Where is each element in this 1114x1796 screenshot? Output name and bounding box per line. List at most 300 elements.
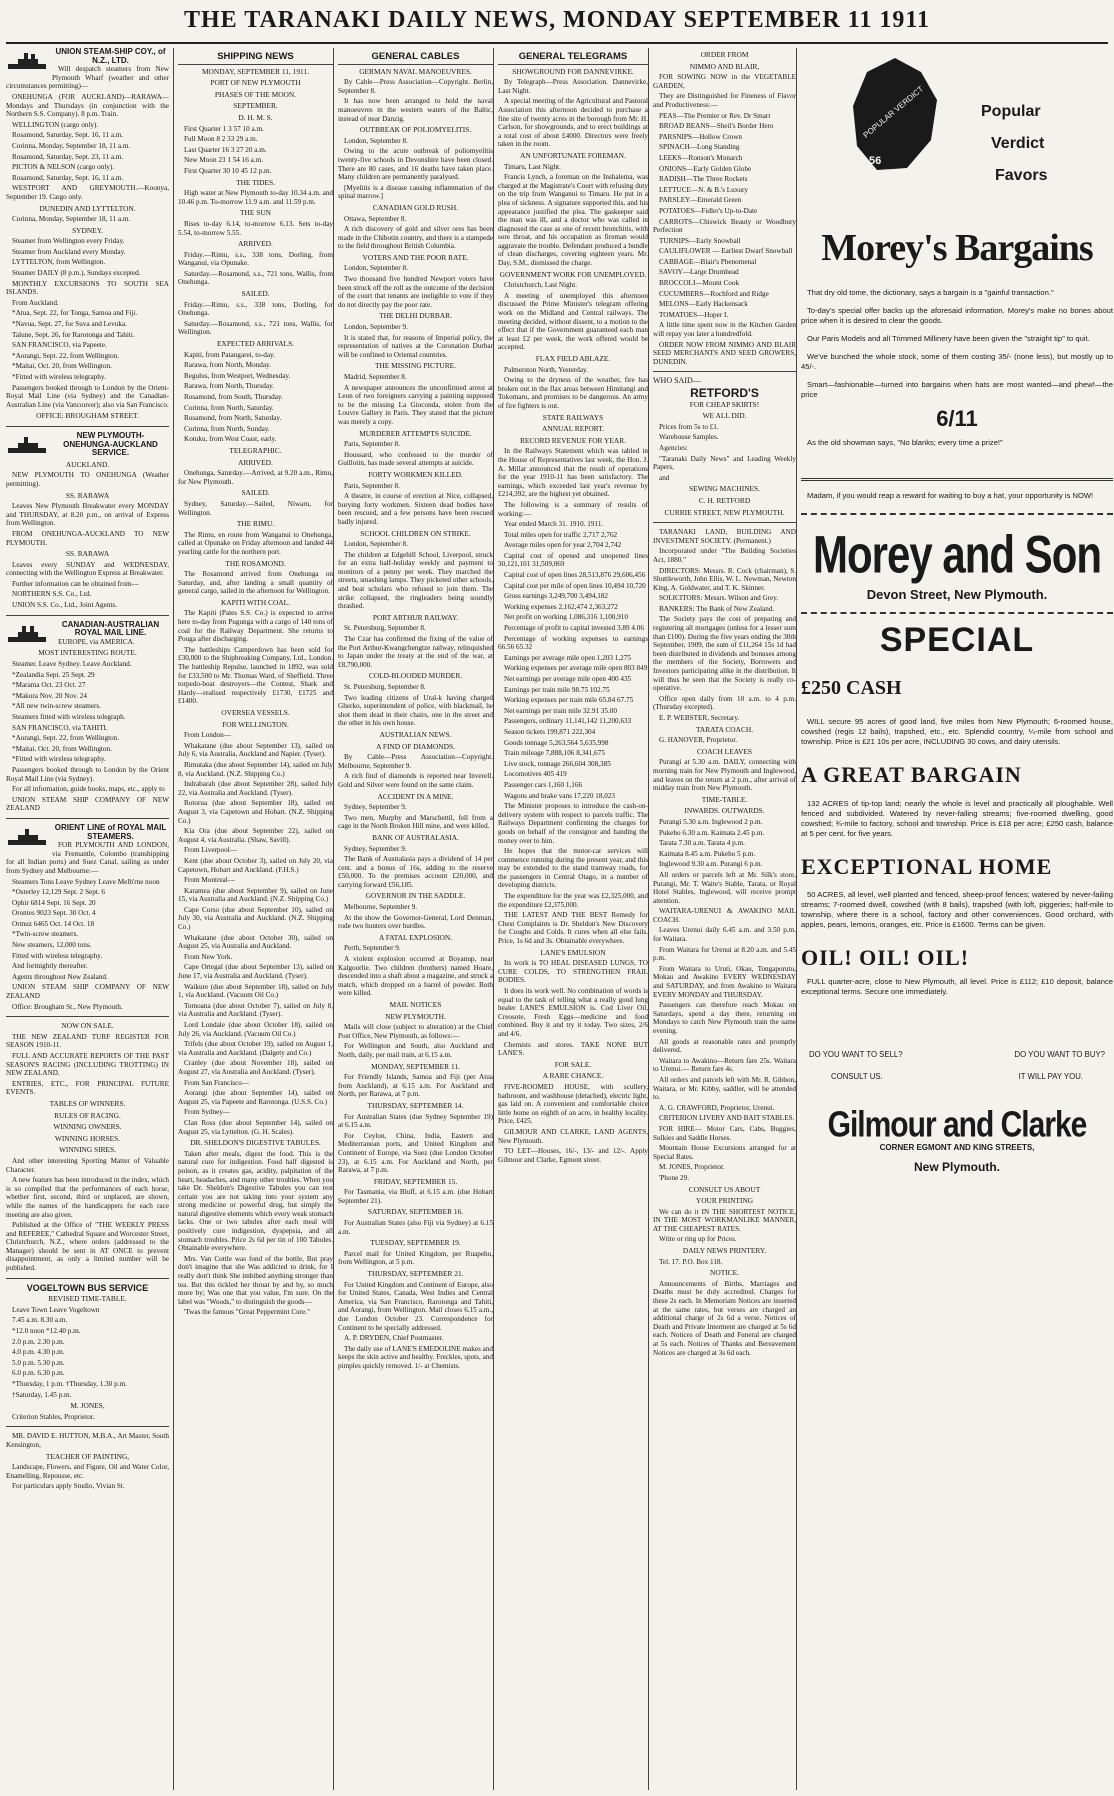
text-line: All orders and parcels left with Mr. R. Gibbon, Waitara, or Mr. Kibby, saddler, will be attended to. (653, 1075, 796, 1102)
text-line: *Fitted with wireless telegraphy. (12, 755, 106, 764)
text-line: Locomotives 405 419 (504, 770, 567, 779)
text-line: From San Francisco— (184, 1078, 250, 1087)
text-line: Chemists and stores. TAKE NONE BUT LANE'S. (498, 1040, 648, 1058)
text-line: *Atua, Sept. 22, for Tonga, Samoa and Fiji. (12, 309, 138, 318)
section-subheading: SATURDAY, SEPTEMBER 16. (367, 1207, 464, 1217)
text-line: For Wellington and South, also Auckland and North, daily, per mail train, at 6.15 a.m. (338, 1042, 493, 1059)
text-line: LYTTELTON, from Wellington. (12, 258, 106, 267)
text-line: Goods tonnage 5,263,564 5,635,998 (504, 738, 609, 747)
text-line: NEW PLYMOUTH TO ONEHUNGA (Weather permitting). (6, 471, 169, 488)
section-subheading: THE MISSING PICTURE. (374, 361, 457, 371)
section-subheading: CANADIAN GOLD RUSH. (372, 202, 459, 212)
text-line: WESTPORT AND GREYMOUTH.—Koonya, September 19. Cargo only. (6, 184, 169, 201)
text-line: From Auckland. (12, 298, 59, 307)
text-line: "Taranaki Daily News" and Leading Weekly Papers, (653, 454, 796, 472)
text-line: Saturday.—Rosamond, s.s., 721 tons, Wallis, for Wellington. (178, 319, 333, 337)
text-line: 'Twas the famous "Great Peppermint Cure." (184, 1308, 311, 1317)
text-line: Paris, September 8. (344, 440, 400, 449)
text-line: Sydney, September 9. (344, 803, 407, 812)
text-line: Its work is TO HEAL DISEASED LUNGS, TO CURE COLDS, TO STRENGTHEN FRAIL BODIES. (498, 959, 648, 985)
text-line: Rosamond, Saturday, Sept. 16, 11 a.m. (12, 131, 124, 140)
section-subheading: TIME-TABLE. (701, 794, 748, 804)
union-steamship-heading: UNION STEAM-SHIP COY., of N.Z., LTD. (55, 48, 166, 65)
text-line: Rarawa, from North, Thursday. (184, 382, 275, 391)
who-said-text: WHO SAID— (653, 376, 701, 386)
text-line: WELLINGTON (cargo only). (12, 120, 99, 129)
text-line: The expenditure for the year was £2,325,000, and the expenditure £2,375,000. (498, 892, 648, 909)
text-line: Rosamond, Saturday, Sept. 23, 11 a.m. (12, 152, 124, 161)
column-1 (6, 48, 172, 1790)
section-subheading: THE TIDES. (236, 177, 275, 187)
text-line: Trifels (due about October 19), sailed on August 1, via Australia and Auckland. (Dalgety and Co.) (178, 1040, 333, 1057)
orient-line-heading: ORIENT LINE of ROYAL MAIL STEAMERS. (54, 822, 167, 841)
text-line: Wagons and brake vans 17,220 18,023 (504, 791, 616, 800)
text-line: Waikure (due about September 18), sailed on July 1, via Auckland. (Vacuum Oil Co.) (178, 982, 333, 1000)
vogeltown-bus-ad (6, 1295, 169, 1421)
text-line: For Australian States (due Sydney September 19) at 6.15 a.m. (338, 1112, 493, 1130)
text-line: From Montreal— (184, 876, 235, 885)
section-subheading: REVISED TIME-TABLE. (48, 1294, 127, 1304)
text-line: Friday.—Rimu, s.s., 338 tons, Dorling, for Onehunga. (178, 300, 333, 318)
text-line: For all information, guide books, maps, etc., apply to (12, 785, 165, 794)
text-line: *Osterley 12,129 Sept. 2 Sept. 6 (12, 888, 106, 897)
text-line: Passengers can therefore reach Mokau on Saturdays, spend a day there, returning on Mondays to catch New Plymouth train the same evening. (653, 1001, 796, 1035)
text-line: NORTHERN S.S. Co., Ltd. (12, 590, 92, 599)
text-line: And other interesting Sporting Matter of Valuable Character. (6, 1156, 169, 1174)
text-line: †Saturday, 1.45 p.m. (12, 1390, 72, 1399)
section-subheading: OFFICE: BROUGHAM STREET. (36, 411, 139, 421)
text-line: PEAS—The Premier or Rev. Dr Smart (659, 111, 771, 120)
text-line: 7.45 a.m. 8.30 a.m. (12, 1316, 68, 1325)
text-line: Landscape, Flowers, and Figure, Oil and Water Color, Enamelling, Repousse, etc. (6, 1463, 169, 1480)
morey-son-heading: Morey and Son (812, 525, 1102, 584)
text-line: Sydney, September 9. (344, 844, 407, 853)
text-line: Two men, Murphy and Marschettil, fell from a cage in the North Broken Hill mine, and were killed. (338, 813, 493, 831)
will-pay-text: IT WILL PAY YOU. (1018, 1072, 1083, 1082)
text-line: From New York. (184, 952, 233, 961)
text-line: Percentage of working expenses to earnings 66.56 65.32 (498, 634, 648, 652)
column-3 (333, 48, 497, 1790)
section-subheading: TELEGRAPHIC. (229, 445, 282, 455)
text-line: It does its work well. No combination of words is equal to the task of telling what a really good lung healer LANE'S EMULSION is. Cod Liver Oil, Creosote, Fresh Eggs—medicine and food combined. Buy it and try it today. Two sizes, 2/6 and 4/6. (498, 987, 648, 1038)
text-line: From Liverpool— (184, 846, 237, 855)
sell-buy-row (809, 1051, 1105, 1060)
text-line: PARSLEY—Emerald Green (659, 196, 742, 205)
text-line: Friday.—Rimu, s.s., 338 tons, Dorling, from Wanganui, via Opunake. (178, 250, 333, 268)
text-line: A meeting of unemployed this afternoon discussed the Prime Minister's telegram offering work on the Midland and Central railways. The meeting decided, without dissent, to a motion to the effect that if the Government guaranteed each man at least £2 per week, the work offered would be accepted. (498, 291, 648, 352)
text-line: ONIONS—Early Golden Globe (659, 164, 752, 173)
text-line: MONTHLY EXCURSIONS TO SOUTH SEA ISLANDS. (6, 279, 169, 297)
section-subheading: COACH LEAVES (696, 746, 753, 756)
divider (801, 612, 1113, 614)
section-subheading: AN UNFORTUNATE FOREMAN. (520, 150, 626, 160)
text-line: Net earnings per average mile open 400 435 (504, 675, 632, 683)
section-subheading: THURSDAY, SEPTEMBER 14. (367, 1100, 464, 1110)
text-line: TARANAKI LAND, BUILDING AND INVESTMENT SOCIETY. (Permanent.) (653, 528, 796, 545)
text-line: Parcel mail for United Kingdom, per Ruapehu, from Wellington, at 5 p.m. (338, 1249, 493, 1267)
text-line: MR. DAVID E. HUTTON, M.B.A., Art Master, South Kensington, (6, 1432, 169, 1449)
section-subheading: FLAX FIELD ABLAZE. (535, 354, 611, 363)
text-line: MELONS—Early Hackensack (659, 300, 748, 309)
text-line: Kotuku, from West Coast, early. (184, 435, 277, 444)
special-heading: SPECIAL (879, 620, 1035, 659)
text-line: Leaves Urenui daily 6.45 a.m. and 3.50 p.m. for Waitara. (653, 926, 796, 944)
text-line: TO LET—Houses, 16/-, 13/- and 12/-. Apply Gilmour and Clarke, Egmont street. (498, 1147, 648, 1164)
text-line: A rich find of diamonds is reported near Inverell. Gold and Silver were found on the same claim. (338, 772, 493, 789)
text-line: Whakatane (due about October 30), sailed on August 25, via Australia and Auckland. (178, 933, 333, 951)
section-subheading: THE DELHI DURBAR. (379, 311, 452, 321)
nimmo-blair-ad (653, 51, 796, 366)
text-line: For Friendly Islands, Samoa and Fiji (per Atua from Auckland), at 6.15 a.m. For Auckland and North, per Rarawa, at 7 p.m. (338, 1073, 493, 1099)
text-line: TOMATOES—Hoper I. (659, 310, 729, 319)
general-telegrams-heading: GENERAL TELEGRAMS (498, 51, 648, 65)
text-line: 6.0 p.m. 6.30 p.m. (12, 1369, 65, 1378)
section-subheading: D. H. M. S. (238, 112, 273, 122)
new-plymouth-text: New Plymouth. (913, 1159, 1000, 1174)
text-line: CAULIFLOWER — Earliest Dwarf Snowball (659, 247, 793, 256)
text-line: THE NEW ZEALAND TURF REGISTER FOR SEASON 1910-11. (6, 1032, 169, 1050)
steamship-icon (6, 826, 48, 848)
text-line: Paris, September 8. (344, 481, 400, 490)
section-subheading: SHOWGROUND FOR DANNEVIRKE. (512, 66, 634, 76)
text-line: New Moon 23 1 54 16 a.m. (184, 156, 264, 165)
text-line: First Quarter 1 3 57 10 a.m. (184, 124, 264, 133)
section-subheading: A FATAL EXPLOSION. (378, 932, 453, 942)
divider (6, 426, 169, 427)
text-line: *Fitted with wireless telegraphy. (12, 373, 106, 381)
text-line: From Waitara for Urenui at 8.20 a.m. and 5.45 p.m. (653, 945, 796, 963)
text-line: THE LATEST AND THE BEST Remedy for Chest Complaints is Dr. Sheldon's New Discovery for Coughs and Colds. It cures when all else fails. Price, 1s 6d and 3s. Obtainable everywhere. (498, 911, 648, 946)
text-line: Passengers booked through to London by the Orient-Royal Mail Line (via Sydney) and the Canadian-Australian Line (via Vancouver); also via San Francisco. (6, 383, 169, 409)
divider (801, 513, 1113, 515)
text-line: Full Moon 8 2 33 29 a.m. (184, 135, 258, 144)
text-line: Office open daily from 10 a.m. to 4 p.m. (Thursday excepted). (653, 694, 796, 712)
text-line: BROAD BEANS—Sheil's Border Hero (659, 122, 774, 131)
text-line: Leaves New Plymouth Breakwater every MONDAY and THURSDAY, at 8.20 p.m., on arrival of Express from Wellington. (6, 502, 169, 528)
text-line: From Waitara to Uruti, Okau, Tongaporutu, Mokau and Awakino EVERY WEDNESDAY and SATURDAY, and from Awakino to Waitara EVERY MONDAY and THURSDAY. (653, 964, 796, 999)
text-line: SAN FRANCISCO, via Papeete. (12, 341, 107, 350)
text-line: Announcements of Births, Marriages and Deaths must be duly accredited. Charges for these 2s each. In Memoriam Notices are inserted at the same rates, but verses are charged an additional charge of 2s 6d a verse. Notices of Death and Private Interment are charged at 5s 6d each. Notices of Death and Funeral are charged at 5s each. Notices of Thanks and Bereavement Notices are charged at 3s 6d each. (653, 1279, 796, 1357)
text-line: *Makura Nov. 20 Nov. 24 (12, 691, 87, 700)
divider (801, 478, 1113, 481)
text-line: The children at Edgehill School, Liverpool, struck for an extra half-holiday weekly and payment to monitors of a penny per week. They marched the streets, smashing lamps. They picketed other schools, and beat scholars who refused to join them. The strike collapsed, the ringleaders being soundly thrashed. (338, 550, 493, 611)
steamship-icon (6, 623, 48, 645)
consult-us-text: CONSULT US. (831, 1072, 883, 1082)
section-subheading: GOVERNMENT WORK FOR UNEMPLOYED. (499, 269, 647, 279)
text-line: UNION STEAM SHIP COMPANY OF NEW ZEALAND (6, 795, 169, 813)
text-line: Fitted with wireless telegraphy. (12, 951, 103, 960)
text-line: The Czar has confirmed the fixing of the value of the Port Arthur-Kwangchengtze railway, relinquished to Japan under the treaty at the end of the war, at £8,790,000. (338, 635, 493, 669)
section-subheading: GERMAN NAVAL MANOEUVRES. (359, 66, 472, 76)
bargain-paragraph: That dry old tome, the dictionary, says a bargain is a "gainful transaction." (807, 288, 1054, 297)
text-line: High water at New Plymouth to-day 10.34 a.m. and 10.46 p.m. To-morrow 11.9 a.m. and 11.59 p.m. (178, 189, 333, 206)
text-line: The Kapiti (Pates S.S. Co.) is expected to arrive here to-day from Pugunga with a cargo of 140 tons of coal for the Railway Department. She returns to Pouga after discharging. (178, 609, 333, 644)
text-line: Year ended March 31. 1910. 1911. (504, 520, 604, 529)
popular-verdict-badge-icon (851, 56, 939, 176)
text-line: By Telegraph—Press Association. Dannevirke, Last Night. (498, 78, 648, 95)
section-subheading: AUCKLAND. (65, 459, 110, 469)
text-line: Rosamond, from North, Saturday. (184, 414, 282, 423)
text-line: Rosamond, from South, Thursday. (184, 393, 283, 401)
bargain-paragraph: As the old showman says, "No blanks; every time a prize!" (807, 438, 1003, 447)
text-line: Rises to-day 6.14, to-morrow 6.13. Sets to-day 5.54, to-morrow 5.55. (178, 219, 333, 237)
section-subheading: ARRIVED. (238, 239, 273, 249)
text-line: Mails will close (subject to alteration) at the Chief Post Office, New Plymouth, as follows:— (338, 1023, 493, 1040)
text-line: Further information can be obtained from— (12, 579, 139, 588)
text-line: FOR HIRE— Motor Cars, Cabs, Buggies, Sulkies and Saddle Horses. (653, 1124, 796, 1142)
section-subheading: COLD-BLOODED MURDER. (368, 671, 463, 681)
general-cables-heading: GENERAL CABLES (338, 51, 493, 65)
masthead-rule (6, 42, 1108, 44)
exceptional-home-heading: EXCEPTIONAL HOME (801, 854, 1053, 880)
text-line: Orontes 9023 Sept. 30 Oct. 4 (12, 909, 96, 918)
text-line: Steamer from Auckland every Monday. (12, 247, 126, 256)
text-line: BANKERS: The Bank of New Zealand. (659, 604, 775, 613)
text-line: LETTUCE—N. & B.'s Luxury (659, 185, 748, 194)
text-line: SAVOY—Large Drumhead (659, 268, 739, 277)
text-line: A theatre, in course of erection at Nice, collapsed, burying forty workmen. Sixteen dead bodies have been rescued, and a few persons have been rescued badly injured. (338, 492, 493, 526)
text-line: Talune, Sept. 26, for Rarotonga and Tahiti. (12, 330, 135, 339)
vogeltown-bus-heading: VOGELTOWN BUS SERVICE (26, 1282, 149, 1293)
text-line: *12.0 noon *12.40 p.m. (12, 1327, 81, 1336)
section-subheading: ARRIVED. (238, 457, 273, 467)
text-line: Two thousand five hundred Newport voters have been struck off the roll as the outcome of the decision of the court that tenants are ineligible to vote if they do not directly pay the poor rate. (338, 275, 493, 309)
text-line: Perth, September 9. (344, 944, 401, 953)
exceptional-paragraph: 50 ACRES, all level, well planted and fenced, sheep-proof fences; watered by never-failing streams; 7-roomed dwell, cowshed (with 8 bails), trapshed (with loft, piggeries; half-mile to township, where there is a school, factory and other conveniences. Good orchard, with apples, pears, lemons, oranges, etc. Price is £1600. Terms can be given. (801, 889, 1113, 929)
text-line: A newspaper announces the unconfirmed arrest at Leon of two foreigners carrying a painting supposed to be the missing La Gioconda, stolen from the Louvre Gallery in Paris. They stated that the picture was merely a copy. (338, 383, 493, 426)
text-line: The Bank of Australasia pays a dividend of 14 per cent. and a bonus of 16s, adding to the reserve £50,000. To the premises account £20,000, and carrying forward £56,185. (338, 855, 493, 889)
text-line: Rarawa, from North, Monday. (184, 361, 271, 370)
text-line: Earnings per average mile open 1,203 1,275 (504, 653, 631, 662)
section-subheading: DAILY NEWS PRINTERY. (682, 1246, 767, 1256)
section-subheading: MOST INTERESTING ROUTE. (38, 648, 137, 658)
text-line: Percentage of profit to capital invested 3.89 4.06 (504, 624, 644, 633)
section-subheading: FOR WELLINGTON. (222, 719, 289, 729)
text-line: *All new twin-screw steamers. (12, 702, 102, 711)
text-line: [Myelitis is a disease causing inflammation of the spinal marrow.] (338, 183, 493, 201)
text-line: Mrs. Van Cottle was fond of the bottle, But pray don't imagine that she Was addicted to drink, for I really don't think She imbibed anything stronger than tea. But this tickled her throat by and by, so much more by; Was one that you value, I'm sure. On the label was "Woods," to distinguish the goods— (178, 1254, 333, 1306)
text-line: A rich discovery of gold and silver ores has been made in the Chibotin country, and there is a stampede to the field throughout British Columbia. (338, 225, 493, 251)
text-line: *Maitai, Oct. 20, from Wellington. (12, 744, 112, 753)
text-line: and (659, 473, 670, 482)
text-line: We can do it IN THE SHORTEST NOTICE, IN THE MOST WORKMANLIKE MANNER, AT THE CHEAPEST RATES. (653, 1207, 796, 1233)
text-line: Agents throughout New Zealand. (12, 972, 108, 981)
section-subheading: WE ALL DID. (702, 411, 747, 421)
text-line: All goods at reasonable rates and promptly delivered. (653, 1037, 796, 1055)
text-line: For particulars apply Studio, Vivian St. (12, 1482, 125, 1491)
text-line: Christchurch, Last Night. (504, 281, 578, 290)
text-line: CRITERION LIVERY AND BAIT STABLES. (659, 1114, 795, 1123)
section-subheading: PHASES OF THE MOON. (214, 89, 297, 99)
text-line: DIRECTORS: Messrs. R. Cock (chairman), S. Shuttleworth, John Ellis, W. L. Newman, Newton King, A. Goldwater, and T. K. Skinner. (653, 566, 796, 592)
text-line: Timaru, Last Night. (504, 162, 561, 171)
text-line: Pukeho 6.30 a.m. Kaimata 2.45 p.m. (659, 828, 765, 837)
text-line: SAN FRANCISCO, via TAHITI. (12, 723, 108, 732)
section-subheading: MURDERER ATTEMPTS SUICIDE. (359, 428, 472, 438)
text-line: Kapiti, from Patangarei, to-day. (184, 350, 275, 359)
text-line: Live stock, tonnage 266,604 308,385 (504, 759, 611, 768)
text-line: POTATOES—Fidler's Up-to-Date (659, 206, 758, 215)
text-line: Francis Lynch, a foreman on the Inshalema, was charged at the Magistrate's Court with refusing duty on the trip from Wanganui to Timaru. He put in a plea of sickness. A signature supported this, and his appearance justified the plea. The gaskeeper said the man was ill, and a doctor who was called in diagnosed the case as one of recent bronchitis, with sore throat, and his occupation as fireman would aggravate the trouble. Defendant produced a bundle of clean discharges, covering eighteen years. Mr. Day, S.M., dismissed the charge. (498, 173, 648, 268)
text-line: The Society pays the cost of preparing and registering all mortgages (unless for a lesser sum than £100). During the five years ending the 30th September, 1909, the sum of £11,264 15s 1d had been distributed in dividends and bonuses among the members of the Society, Borrowers and Investors participating alike in the distribution. It will thus be seen that the Society is really co-operative. (653, 615, 796, 693)
bargain-paragraph: Madam, if you would reap a reward for waiting to buy a hat, your opportunity is NOW! (807, 491, 1094, 500)
text-line: Rimutaka (due about September 14), sailed on July 8, via Auckland. (N.Z. Shipping Co.) (178, 760, 333, 778)
text-line: G. HANOVER, Proprietor. (659, 736, 738, 745)
text-line: Onehunga, Saturday.—Arrived, at 9.20 a.m., Rimu, for New Plymouth. (178, 469, 333, 486)
text-line: *Maitai, Oct. 20, from Wellington. (12, 362, 112, 371)
section-subheading: YOUR PRINTING (695, 1196, 754, 1206)
section-subheading: RECORD REVENUE FOR YEAR. (519, 435, 627, 445)
text-line: FULL AND ACCURATE REPORTS OF THE PAST SEASON'S RACING (INCLUDING TROTTING) IN NEW ZEALAND. (6, 1052, 169, 1078)
onehunga-service-heading: NEW PLYMOUTH-ONEHUNGA-AUCKLAND SERVICE. (63, 430, 158, 458)
text-line: Melbourne, September 9. (344, 903, 418, 912)
section-subheading: FORTY WORKMEN KILLED. (368, 469, 463, 479)
section-subheading: OUTBREAK OF POLIOMYELITIS. (359, 125, 472, 135)
text-line: GILMOUR AND CLARKE, LAND AGENTS, New Plymouth. (498, 1127, 648, 1145)
section-subheading: STATE RAILWAYS (542, 412, 604, 422)
text-line: Mountain House Excursions arranged for at Special Rates. (653, 1144, 796, 1161)
text-line: It is stated that, for reasons of Imperial policy, the representation of natives at the Coronation Durbar will be confined to Oriental countries. (338, 333, 493, 359)
text-line: SOLICITORS: Messrs. Wilson and Grey. (659, 594, 779, 603)
text-line: A. G. CRAWFORD, Proprietor, Urenui. (659, 1103, 775, 1112)
text-line: *Zealandia Sept. 25 Sept. 29 (12, 670, 95, 679)
text-line: For United Kingdom and Continent of Europe, also for United States, Canada, West Indies and Central America, via San Francisco, Rarotonga and Tahiti, and Aorangi, from Wellington. Mail closes 6.15 a.m., due London October 23. Correspondence for Continent to be specially addressed. (338, 1280, 493, 1332)
text-line: Office: Brougham St., New Plymouth. (12, 1002, 123, 1011)
section-subheading: SS. RARAWA (65, 490, 110, 500)
canadian-australian-heading: CANADIAN-AUSTRALIAN ROYAL MAIL LINE. (61, 619, 160, 638)
text-line: UNION STEAM SHIP COMPANY OF NEW ZEALAND (6, 983, 169, 1001)
text-line: From London— (184, 731, 231, 740)
section-subheading: DR. SHELDON'S DIGESTIVE TABULES. (190, 1138, 321, 1148)
section-subheading: NOW ON SALE. (61, 1021, 114, 1031)
section-subheading: SCHOOL CHILDREN ON STRIKE. (360, 528, 471, 538)
section-subheading: ANNUAL REPORT. (542, 424, 604, 434)
text-line: Madrid, September 8. (344, 373, 407, 381)
section-subheading: ORDER FROM (700, 50, 749, 59)
text-line: FIVE-ROOMED HOUSE, with scullery, bathroom, and washhouse (detached), electric light, gas laid on. A convenient and comfortable choice little home on eighth of an acre, in healthy locality. Price, £425. (498, 1082, 648, 1126)
text-line: Aorangi (due about September 14), sailed on August 25, via Papeete and Rarotonga. (U.S.S. Co.) (178, 1089, 333, 1106)
text-line: *Twin-screw steamers. (12, 930, 79, 939)
section-subheading: SAILED. (241, 289, 270, 299)
section-subheading: SS. RARAWA (65, 549, 110, 559)
text-line: Corinna, Monday, September 18, 11 a.m. (12, 141, 131, 150)
corner-address: CORNER EGMONT AND KING STREETS, (879, 1143, 1035, 1153)
cash-heading: £250 CASH (801, 677, 902, 700)
text-line: *Aorangi, Sept. 22, from Wellington. (12, 734, 120, 743)
text-line: Lord Londale (due about October 18), sailed on July 26, via Auckland. (Vacuum Oil Co.) (178, 1021, 333, 1038)
text-line: Working expenses 2,162,474 2,363,272 (504, 602, 618, 611)
text-line: E. P. WEBSTER, Secretary. (659, 714, 740, 722)
text-line: Kaimata 8.45 a.m. Pukeho 5 p.m. (659, 849, 756, 858)
text-line: Passengers booked through to London by the Orient Royal Mail Line (via Sydney). (6, 765, 169, 783)
text-line: Average miles open for year 2,704 2,742 (504, 541, 622, 550)
text-line: SPINACH—Long Standing (659, 143, 740, 152)
general-telegrams-body (498, 68, 648, 1165)
section-subheading: PORT ARTHUR RAILWAY. (372, 612, 459, 622)
devon-street-address: Devon Street, New Plymouth. (866, 587, 1048, 602)
text-line: Working expenses per train mile 65.84 67.75 (504, 696, 634, 705)
text-line: Tomoana (due about October 7), sailed on July 8, via Australia and Auckland. (Tyser). (178, 1001, 333, 1019)
moreys-bargains-heading: Morey's Bargains (821, 227, 1093, 269)
text-line: *Aorangi, Sept. 22, from Wellington. (12, 351, 120, 360)
union-steamship-ad (6, 65, 169, 421)
section-subheading: WINNING OWNERS. (53, 1122, 122, 1132)
section-subheading: FOR SALE. (554, 1059, 592, 1069)
text-line: Rotorua (due about September 18), sailed on August 3, via Capetown and Hobart. (N.Z. Shipping Co.) (178, 799, 333, 825)
bargain-body (801, 288, 1113, 501)
consult-row (831, 1073, 1083, 1082)
section-subheading: THE SUN (240, 208, 271, 218)
bargain-price: 6/11 (936, 406, 978, 431)
text-line: Capital cost per mile of open lines 10,494 10,720 (504, 581, 646, 590)
text-line: Corinna, from North, Saturday. (184, 403, 274, 412)
text-line: A little time spent now in the Kitchen Garden will repay you later a hundredfold. (653, 321, 796, 339)
section-subheading: TEACHER OF PAINTING, (45, 1451, 130, 1461)
oil-paragraph: FULL quarter-acre, close to New Plymouth, all level. Price is £112; £10 deposit, balance exceptional terms. Secure one immediately. (801, 976, 1113, 996)
text-line: Owing to the acute outbreak of poliomyelitis twenty-five schools in Devonshire have been closed. There are 80 cases, and 16 deaths have taken place. Many children are permanently paralysed. (338, 147, 493, 182)
text-line: Palmerston North, Yesterday. (504, 365, 588, 374)
text-line: Write or ring up for Prices. (659, 1235, 737, 1244)
text-line: From Sydney— (184, 1108, 231, 1117)
text-line: Net earnings per train mile 32.91 35.00 (504, 706, 617, 715)
text-line: Will despatch steamers from New Plymouth Wharf (weather and other circumstances permitting)— (6, 65, 169, 91)
section-subheading: WINNING HORSES. (54, 1133, 121, 1143)
text-line: Inglewood 9.30 a.m. Purangi 6 p.m. (659, 860, 763, 869)
text-line: Passenger cars 1,160 1,166 (504, 780, 583, 789)
text-line: Last Quarter 16 3 27 20 a.m. (184, 145, 267, 154)
section-subheading: CURRIE STREET, NEW PLYMOUTH. (664, 507, 785, 517)
painting-teacher-ad (6, 1432, 169, 1491)
text-line: Gross earnings 3,249,700 3,494,182 (504, 592, 609, 601)
text-line: RADISH—The Three Rockets (659, 175, 748, 184)
text-line: St. Petersburg, September 8. (344, 624, 426, 633)
shipping-news-body (178, 68, 333, 1317)
section-subheading: DUNEDIN AND LYTTELTON. (39, 203, 136, 213)
text-line: Indrabarah (due about September 28), sailed July 22, via Australia and Auckland. (Tyser). (178, 780, 333, 797)
section-subheading: RULES OF RACING. (54, 1110, 121, 1120)
text-line: 'Phone 29. (659, 1173, 690, 1182)
section-subheading: FRIDAY, SEPTEMBER 15. (373, 1176, 458, 1186)
divider (6, 1278, 169, 1279)
text-line: London, September 9. (344, 323, 408, 332)
text-line: By Cable—Press Association—Copyright. Berlin, September 8. (338, 78, 493, 95)
section-subheading: AUSTRALIAN NEWS. (379, 729, 452, 739)
text-line: Clan Ross (due about September 14), sailed on August 25, via Lyttelton. (G. H. Scales). (178, 1118, 333, 1136)
text-line: FROM ONEHUNGA-AUCKLAND TO NEW PLYMOUTH. (6, 529, 169, 547)
bargain-paragraph: Our Paris Models and all Trimmed Millinery have been given the "straight tip" to quit. (807, 334, 1090, 343)
section-subheading: EXPECTED ARRIVALS. (216, 339, 295, 349)
text-line: London, September 8. (344, 264, 408, 273)
divider (653, 522, 796, 523)
section-subheading: TUESDAY, SEPTEMBER 19. (370, 1238, 461, 1248)
section-subheading: SYDNEY. (72, 225, 103, 235)
text-line: Kent (due about October 3), sailed on July 20, via Capetown, Hobart and Auckland. (F.H.S.) (178, 856, 333, 874)
text-line: Corinna, Monday, September 18, 11 a.m. (12, 215, 131, 224)
text-line: Regulus, from Westport, Wednesday. (184, 371, 291, 380)
text-line: ENTRIES, ETC., FOR PRINCIPAL FUTURE EVENTS. (6, 1079, 169, 1097)
text-line: Cape Corso (due about September 10), sailed on July 30, via Australia and Auckland. (N.Z. Shipping Co.) (178, 905, 333, 932)
text-line: A new feature has been introduced in the index, which is so compiled that the performances of each horse, whether first, second, third or unplaced, are shown, while the names of the handicappers for each race meeting are also given. (6, 1176, 169, 1219)
text-line: 2.0 p.m. 2.30 p.m. (12, 1337, 65, 1346)
divider (6, 615, 169, 616)
section-subheading: OVERSEA VESSELS. (221, 708, 290, 717)
text-line: Whakatane (due about September 13), sailed on July 6, via Australia, Auckland and Napier. (Tyser). (178, 741, 333, 759)
want-sell-text: DO YOU WANT TO SELL? (809, 1049, 903, 1059)
text-line: And fortnightly thereafter. (12, 962, 88, 971)
text-line: *Thursday, 1 p.m. †Thursday, 1.30 p.m. (12, 1380, 127, 1388)
text-line: Tarata 7.30 a.m. Tarata 4 p.m. (659, 839, 745, 848)
text-line: Rosamond, Saturday, Sept. 16, 11 a.m. (12, 173, 124, 182)
